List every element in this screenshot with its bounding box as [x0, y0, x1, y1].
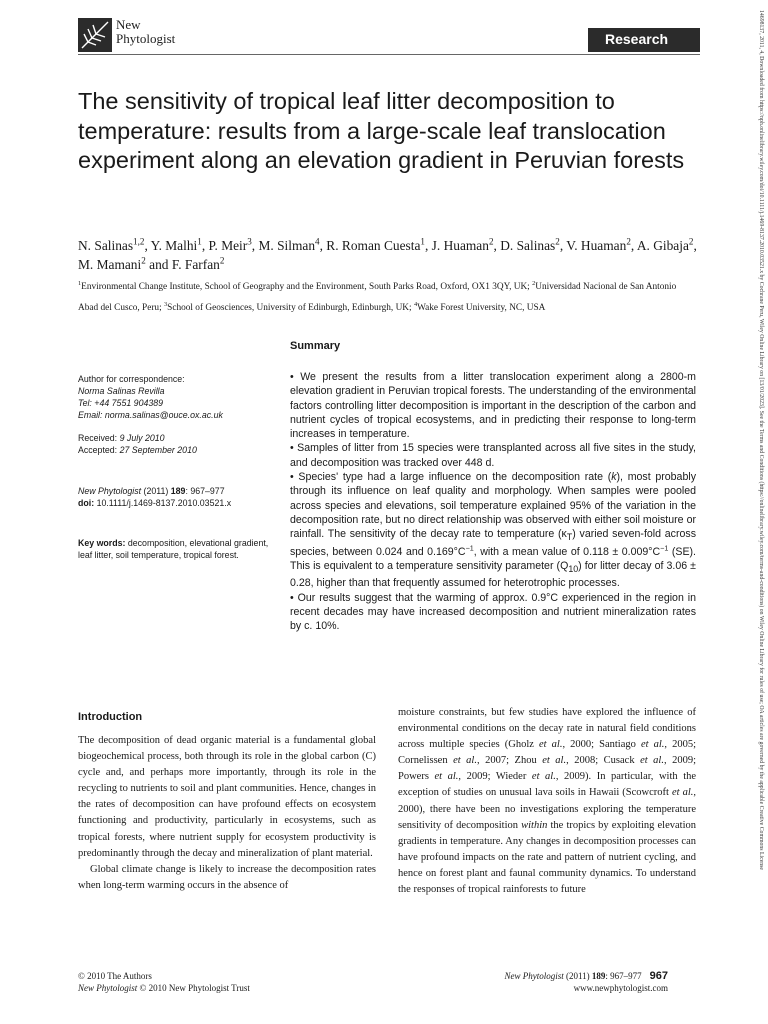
download-notice: 14698137, 2011, 4, Downloaded from https://nph.onlinelibrary.wiley.com/doi/10.1111/j.1469-8137.2010.03521.x by Cochrane Peru, Wiley Online Library on [13/01/2023]. See the Terms and Conditions (https://onlinelibrary.wiley.com/terms-and-conditions) on Wiley Online Library for rules of use; OA articles are governed by the applicable Creative Commons License — [758, 10, 764, 871]
author-sup: 2 — [488, 236, 494, 247]
footer-copyright — [78, 970, 250, 994]
article-title: The sensitivity of tropical leaf litter decomposition to temperature: results from a large-scale leaf translocation experiment along an elevation gradient in Peruvian forests — [78, 88, 685, 173]
correspondence-name: Norma Salinas Revilla — [78, 386, 165, 396]
body-column-left — [78, 707, 376, 894]
author-name: P. Meir — [208, 238, 248, 253]
logo-line2: Phytologist — [116, 31, 176, 46]
footer-citation-volume: 189 — [591, 971, 606, 981]
dates-block — [78, 432, 278, 456]
doi-value: 10.1111/j.1469-8137.2010.03521.x — [96, 498, 232, 508]
author-sup: 1,2 — [133, 236, 145, 247]
footer-citation-journal: New Phytologist — [504, 971, 564, 981]
citation-pages: : 967–977 — [185, 486, 225, 496]
author-name: J. Huaman — [431, 238, 489, 253]
summary-bullet: • Our results suggest that the warming of approx. 0.9°C experienced in the region in recent decades may have increased decomposition and nutrient mineralization rates by c. 10%. — [290, 591, 696, 633]
received-label: Received: — [78, 433, 118, 443]
footer-trust: © 2010 New Phytologist Trust — [137, 983, 250, 993]
footer-journal: New Phytologist — [78, 983, 138, 993]
author-sup: 2 — [626, 236, 631, 247]
journal-website-link[interactable]: www.newphytologist.com — [573, 983, 668, 993]
correspondence-tel: Tel: +44 7551 904389 — [78, 398, 164, 408]
section-label: Research — [605, 31, 669, 47]
copyright-authors: © 2010 The Authors — [78, 971, 152, 981]
author-name: M. Silman — [258, 238, 316, 253]
doi-label: doi: — [78, 498, 95, 508]
correspondence-email: Email: norma.salinas@ouce.ox.ac.uk — [78, 410, 223, 420]
affiliation-4: Wake Forest University, NC, USA — [417, 303, 546, 313]
accepted-date: 27 September 2010 — [119, 445, 197, 455]
page-number: 967 — [649, 970, 668, 982]
author-name: A. Gibaja — [636, 238, 689, 253]
author-name: D. Salinas — [500, 238, 556, 253]
citation-year: (2011) — [143, 486, 169, 496]
body-column-right — [398, 705, 696, 898]
footer-citation: New Phytologist (2011) 189: 967–977 967 www.newphytologist.com — [504, 970, 668, 993]
author-name: M. Mamani — [78, 257, 142, 272]
intro-paragraph-1: The decomposition of dead organic material is a fundamental global biogeochemical process, both through its role in the global carbon (C) cycle and, and perhaps more importantly, through its role in the recycling to nutrients to soil and plant communities. Hence, changes in the rates of decomposition can have profound effects on ecosystem functioning and productivity, particularly in ecosystems, such as tropical forests, where nutrient supply for ecosystem productivity is predominantly through the decay and mineralization of plant material. — [78, 735, 377, 859]
introduction-heading: Introduction — [78, 711, 143, 723]
intro-paragraph-2: Global climate change is likely to increase the decomposition rates when long-term warming occurs in the absence of — [78, 863, 376, 891]
keywords-label: Key words: — [78, 538, 126, 548]
citation-journal: New Phytologist — [78, 486, 142, 496]
section-banner — [588, 28, 700, 52]
affiliation-3: School of Geosciences, University of Edinburgh, Edinburgh, UK; — [167, 303, 412, 313]
summary-heading: Summary — [290, 340, 341, 352]
author-name: N. Salinas — [78, 238, 134, 253]
logo-text — [116, 18, 175, 46]
author-sup: 4 — [315, 236, 320, 247]
summary-bullet: • Species' type had a large influence on the decomposition rate (k), most probably through its influence on leaf quality and morphology. When samples were pooled across species and elevations, soil temperature explained 95% of the variation in the decomposition rate, but no direct relationship was observed with either soil moisture or rainfall. The sensitivity of the decay rate to temperature $(\kappa_T)$ varied seven-fold across species, between 0.024 and $0.169^\circ C^{-1}$, with a mean value of $0.118 \pm 0.009^\circ C^{-1}$ (SE). This is equivalent to a temperature sensitivity parameter $(Q_{10})$ for litter decay of 3.06 ± 0.28, higher than that frequently assumed for heterotrophic processes. — [290, 471, 696, 590]
author-list: N. Salinas$^{1,2}$, Y. Malhi$^1$, P. Meir$^3$, M. Silman$^4$, R. Roman Cuesta$^1$, J. Huaman$^2$, D. Salinas$^2$, V. Huaman$^2$, A. Gibaja$^2$, M. Mamani$^2$ and F. Farfan$^2$ — [78, 236, 697, 272]
affiliations: $^1$Environmental Change Institute, School of Geography and the Environment, South Parks Road, Oxford, OX1 3QY, UK; $^2$Universidad Nacional de San Antonio Abad del Cusco, Peru; $^3$School of Geosciences, University of Edinburgh, Edinburgh, UK; $^4$Wake Forest University, NC, USA — [78, 279, 677, 313]
download-notice-strip — [752, 0, 766, 1024]
author-sup: 2 — [688, 236, 694, 247]
correspondence-block — [78, 373, 278, 421]
affiliation-2: Universidad Nacional de San Antonio Abad del Cusco, Peru; — [78, 282, 677, 313]
fern-logo-icon — [78, 18, 112, 52]
citation-block — [78, 485, 278, 509]
intro-paragraph-3: moisture constraints, but few studies have explored the influence of environmental conditions on the decay rate in natural field conditions across multiple species (Gholz et al., 2000; Santiago et al., 2005; Cornelissen et al., 2007; Zhou et al., 2008; Cusack et al., 2009; Powers et al., 2009; Wieder et al., 2009). In particular, with the exception of studies on unusual lava soils in Hawaii (Scowcroft et al., 2000), there have been no investigations exploring the temperature sensitivity of decomposition within the tropics by exploiting elevation gradients in temperature. Any changes in decomposition processes can have profound impacts on the rate and pattern of nutrient cycling, and hence on forest plant and faunal community dynamics. To understand the responses of tropical rainforests to future — [398, 707, 697, 896]
author-name: V. Huaman — [566, 238, 627, 253]
author-sup: 3 — [247, 236, 252, 247]
logo-line1: New — [116, 17, 141, 32]
affiliation-1: Environmental Change Institute, School of Geography and the Environment, South Parks Road, Oxford, OX1 3QY, UK; — [81, 282, 530, 292]
keywords-text: decomposition, elevational gradient, leaf litter, soil temperature, tropical forest. — [78, 538, 269, 560]
author-sup: 2 — [555, 236, 560, 247]
header-rule — [78, 54, 700, 55]
author-name: R. Roman Cuesta — [326, 238, 421, 253]
author-sup: 2 — [141, 255, 146, 266]
summary-bullet: • We present the results from a litter translocation experiment along a 2800-m elevation gradient in Peruvian tropical forests. The understanding of the environmental factors controlling litter decomposition is important in the description of the carbon and nutrient cycles of tropical ecosystems, and in predicting their response to long-term increases in temperature. — [290, 371, 696, 441]
keywords-block — [78, 537, 278, 561]
author-name: Y. Malhi — [150, 238, 198, 253]
summary-bullet: • Samples of litter from 15 species were transplanted across all five sites in the study, and decomposition was tracked over 448 d. — [290, 442, 697, 469]
author-sup: 1 — [420, 236, 425, 247]
author-sup: 1 — [197, 236, 202, 247]
received-date: 9 July 2010 — [119, 433, 165, 443]
citation-volume: 189 — [170, 486, 186, 496]
journal-logo — [78, 14, 228, 58]
summary-body — [290, 370, 696, 634]
author-sup: 2 — [219, 255, 225, 266]
accepted-label: Accepted: — [78, 445, 118, 455]
author-name: F. Farfan — [171, 257, 220, 272]
correspondence-label: Author for correspondence: — [78, 374, 185, 384]
